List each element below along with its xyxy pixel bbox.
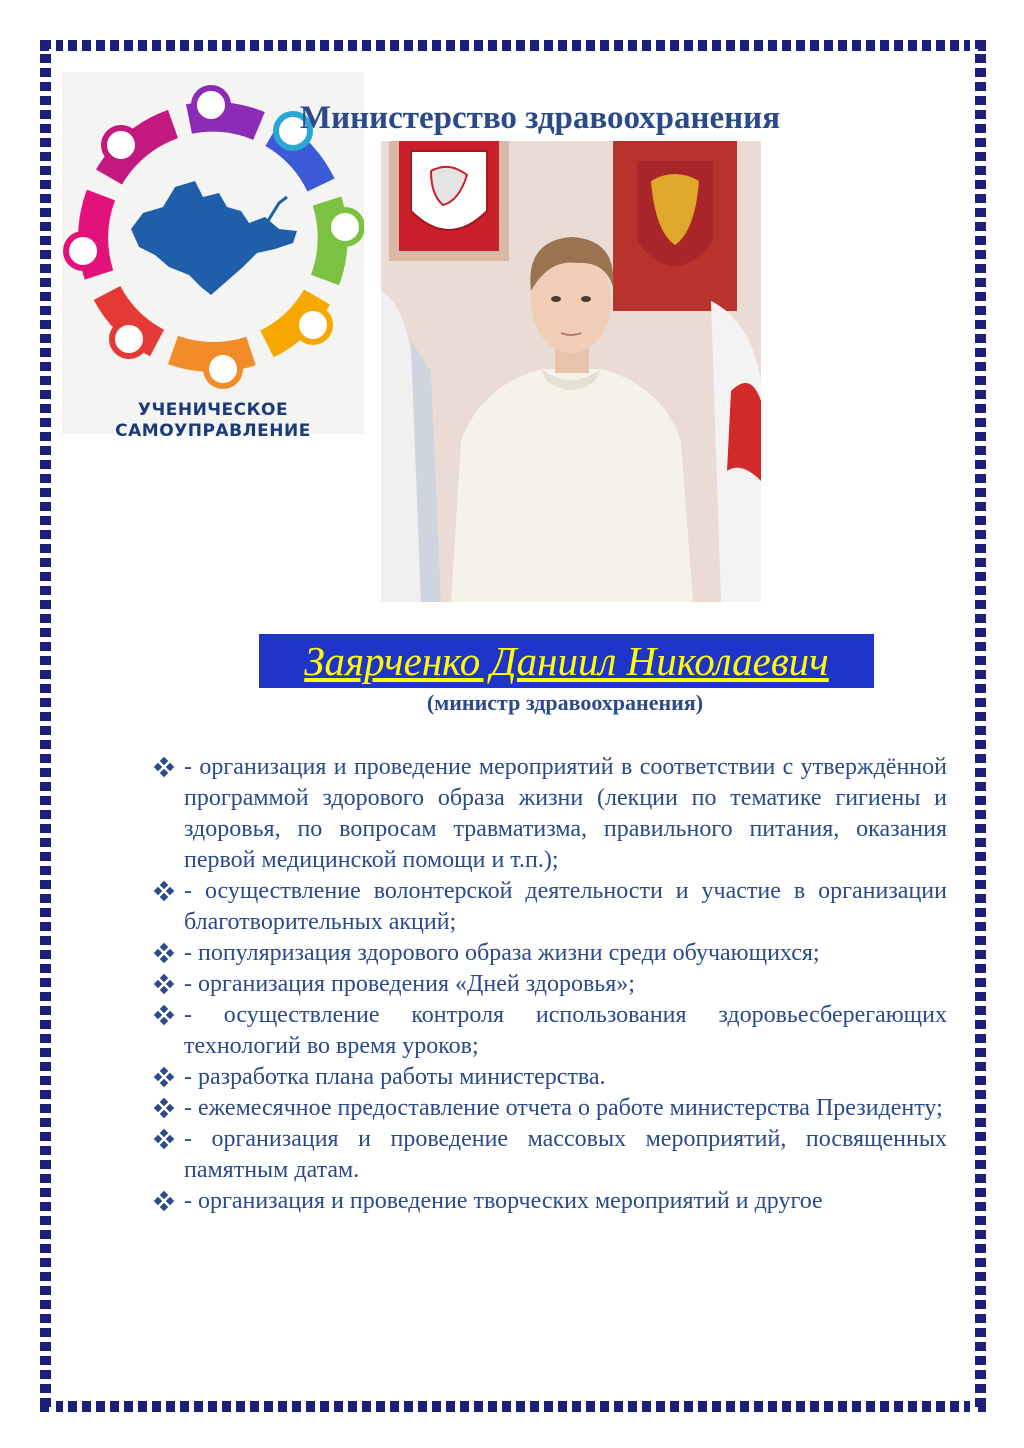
person-name — [259, 634, 874, 688]
duty-text: - разработка плана работы министерства. — [184, 1064, 606, 1090]
page-title: Министерство здравоохранения — [299, 100, 781, 136]
duty-text: - популяризация здорового образа жизни среди обучающихся; — [184, 940, 820, 966]
list-item — [152, 969, 947, 1000]
diamond-bullet-icon — [152, 969, 178, 1000]
person-role: (министр здравоохранения) — [426, 690, 704, 715]
duty-text: - организация и проведение массовых мероприятий, посвященных памятным датам. — [184, 1126, 947, 1183]
diamond-bullet-icon — [152, 1093, 178, 1124]
border-bottom — [40, 1396, 986, 1412]
logo-caption-line2: САМОУПРАВЛЕНИЕ — [115, 421, 311, 441]
diamond-bullet-icon — [152, 876, 178, 907]
portrait-image-icon — [381, 141, 761, 602]
diamond-bullet-icon — [152, 1000, 178, 1031]
duty-text: - организация и проведение мероприятий в соответствии с утверждённой программой здорового образа жизни (лекции по тематике гигиены и здоровья, по вопросам травматизма, правильного питания, оказания первой медицинской помощи и т.п.); — [184, 754, 947, 873]
diamond-bullet-icon — [152, 752, 178, 783]
duty-text: - организация проведения «Дней здоровья»; — [184, 971, 635, 997]
border-right — [970, 40, 986, 1412]
duty-text: - осуществление волонтерской деятельности и участие в организации благотворительных акций; — [184, 878, 947, 935]
border-top — [40, 40, 986, 56]
person-name-text: Заярченко Даниил Николаевич — [304, 638, 829, 684]
list-item — [152, 1093, 947, 1124]
duties-list — [152, 752, 947, 1217]
list-item — [152, 752, 947, 876]
logo-caption-line1: УЧЕНИЧЕСКОЕ — [137, 400, 289, 420]
list-item — [152, 1124, 947, 1186]
list-item — [152, 1062, 947, 1093]
border-left — [40, 40, 56, 1412]
diamond-bullet-icon — [152, 938, 178, 969]
person-photo — [381, 141, 761, 602]
diamond-bullet-icon — [152, 1124, 178, 1155]
diamond-bullet-icon — [152, 1186, 178, 1217]
list-item — [152, 876, 947, 938]
duty-text: - организация и проведение творческих мероприятий и другое — [184, 1188, 823, 1214]
duty-text: - ежемесячное предоставление отчета о работе министерства Президенту; — [184, 1095, 943, 1121]
diamond-bullet-icon — [152, 1062, 178, 1093]
list-item — [152, 1000, 947, 1062]
list-item — [152, 938, 947, 969]
duty-text: - осуществление контроля использования здоровьесберегающих технологий во время уроков; — [184, 1002, 947, 1059]
list-item — [152, 1186, 947, 1217]
